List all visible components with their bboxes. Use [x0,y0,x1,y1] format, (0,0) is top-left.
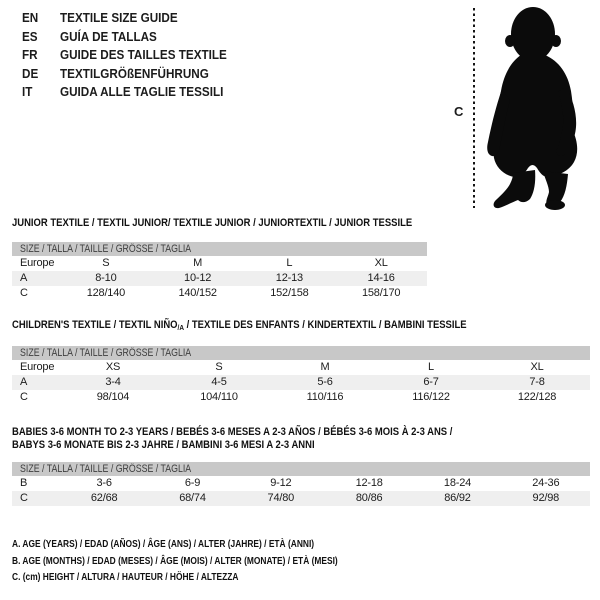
table-cell: 14-16 [367,272,395,284]
legend-line: C. (cm) HEIGHT / ALTURA / HAUTEUR / HÖHE / ALTEZZA [12,571,239,583]
language-label: TEXTILE SIZE GUIDE [60,10,178,25]
size-table [12,346,590,405]
language-code: DE [22,65,39,81]
table-cell: 140/152 [178,287,217,299]
table-cell: 86/92 [444,492,471,504]
section-children [12,319,590,405]
language-code: ES [22,28,38,44]
section-title [12,217,413,230]
height-measure-line [473,8,475,208]
table-row [12,491,590,506]
section-title-line [12,217,413,230]
section-title-line [12,439,509,452]
table-cell: 152/158 [270,287,309,299]
table-cell: S [215,361,223,373]
table-cell: 9-12 [270,477,292,489]
baby-figure-area [450,3,598,215]
table-cell: L [428,361,434,373]
table-cell: 92/98 [532,492,560,504]
table-cell: 80/86 [355,492,383,504]
row-label: B [20,477,28,489]
table-row [12,256,427,271]
language-row [22,65,245,84]
size-table [12,462,590,506]
table-cell: XL [374,257,388,269]
table-cell: 12-13 [275,272,303,284]
section-title [12,426,509,452]
language-code: FR [22,47,38,63]
table-cell: 6-7 [423,376,439,388]
table-cell: S [102,257,110,269]
table-cell: 68/74 [179,492,206,504]
baby-silhouette-icon [487,3,593,212]
legend-line: A. AGE (YEARS) / EDAD (AÑOS) / ÂGE (ANS) / ALTER (JAHRE) / ETÀ (ANNI) [12,538,315,550]
table-cell: 7-8 [529,376,545,388]
section-junior [12,217,427,301]
height-measure-label: C [454,104,464,119]
table-cell: 3-4 [105,376,121,388]
title-text: / TEXTILE DES ENFANTS / KINDERTEXTIL / BAMBINI TESSILE [183,319,467,331]
row-label: Europe [20,257,55,269]
table-cell: 110/116 [306,391,344,403]
language-row [22,28,245,47]
row-label: C [20,391,28,403]
table-cell: 5-6 [317,376,333,388]
table-cell: 74/80 [267,492,295,504]
table-cell: 10-12 [184,272,212,284]
table-cell: M [193,257,203,269]
table-cell: 6-9 [184,477,201,489]
table-cell: 104/110 [200,391,238,403]
table-cell: 12-18 [355,477,383,489]
legend [12,536,598,586]
language-list [22,9,245,102]
language-row [22,83,245,102]
size-bar [12,462,590,476]
table-cell: 3-6 [96,477,112,489]
size-bar-label: SIZE / TALLA / TAILLE / GRÖSSE / TAGLIA [20,347,192,359]
language-label: GUIDE DES TAILLES TEXTILE [60,47,227,63]
table-row [12,271,427,286]
title-text: JUNIOR TEXTILE / TEXTIL JUNIOR/ TEXTILE JUNIOR / JUNIORTEXTIL / JUNIOR TESSILE [12,217,413,229]
language-row [22,9,245,28]
table-cell: 4-5 [211,376,227,388]
size-bar [12,346,590,360]
section-title-line [12,319,509,334]
title-text: /A [177,323,184,332]
section-babies [12,426,590,506]
row-label: Europe [20,361,55,373]
size-table [12,242,427,301]
table-cell: XS [105,361,121,373]
table-cell: 24-36 [532,477,560,489]
table-row [12,360,590,375]
size-bar-label: SIZE / TALLA / TAILLE / GRÖSSE / TAGLIA [20,463,192,475]
legend-line: B. AGE (MONTHS) / EDAD (MESES) / ÂGE (MOIS) / ALTER (MONATE) / ETÀ (MESI) [12,554,338,567]
table-cell: L [286,257,293,269]
table-cell: M [320,361,330,373]
size-bar-label: SIZE / TALLA / TAILLE / GRÖSSE / TAGLIA [20,243,192,255]
table-cell: 122/128 [517,391,557,403]
language-code: IT [22,84,33,100]
language-label: GUÍA DE TALLAS [60,28,157,44]
language-label: TEXTILGRÖßENFÜHRUNG [60,65,209,81]
section-title-line [12,426,509,439]
table-cell: 116/122 [412,391,450,403]
table-row [12,286,427,301]
table-row [12,476,590,491]
title-text: CHILDREN'S TEXTILE / TEXTIL NIÑO [12,319,178,331]
table-cell: 18-24 [443,477,472,489]
table-row [12,375,590,390]
title-text: BABYS 3-6 MONATE BIS 2-3 JAHRE / BAMBINI 3-6 MESI A 2-3 ANNI [12,439,315,451]
row-label: C [20,287,28,299]
table-cell: 128/140 [86,287,126,299]
table-cell: XL [530,361,544,373]
row-label: C [20,492,28,504]
table-cell: 8-10 [95,272,117,284]
table-cell: 98/104 [96,391,130,403]
row-label: A [20,272,28,284]
table-row [12,390,590,405]
size-bar [12,242,427,256]
language-code: EN [22,10,39,25]
table-cell: 62/68 [90,492,118,504]
section-title [12,319,509,334]
title-text: BABIES 3-6 MONTH TO 2-3 YEARS / BEBÉS 3-6 MESES A 2-3 AÑOS / BÉBÉS 3-6 MOIS À 2-3 ANS / [12,426,453,438]
row-label: A [20,376,28,388]
language-label: GUIDA ALLE TAGLIE TESSILI [60,84,224,100]
table-cell: 158/170 [361,287,401,299]
language-row [22,46,245,65]
